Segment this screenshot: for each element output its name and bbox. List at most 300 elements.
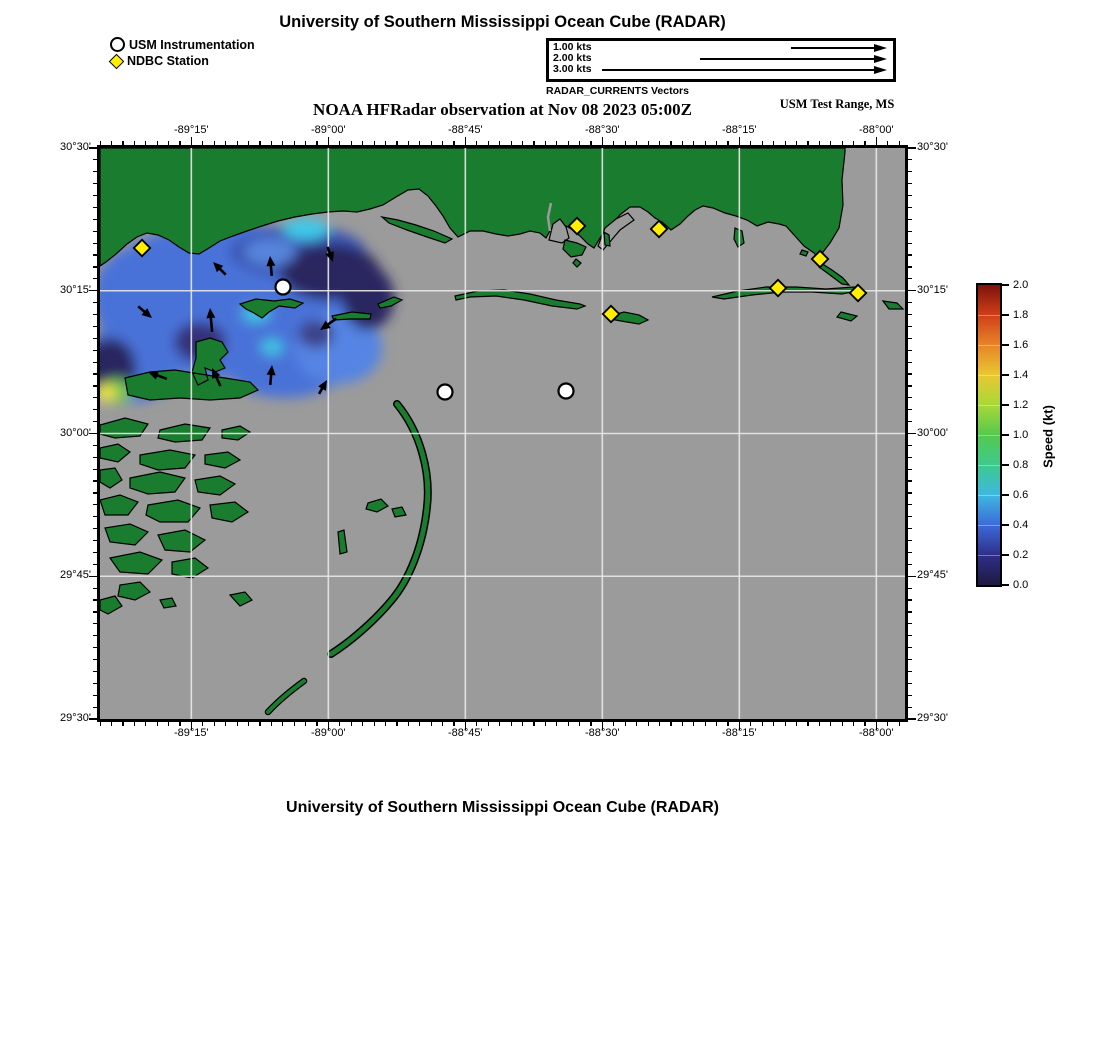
axis-tick bbox=[93, 469, 97, 470]
axis-tick bbox=[908, 159, 912, 160]
axis-tick bbox=[214, 722, 215, 726]
axis-tick bbox=[93, 159, 97, 160]
axis-tick bbox=[93, 492, 97, 493]
axis-tick bbox=[476, 722, 477, 726]
colorbar-tick bbox=[1000, 344, 1009, 346]
axis-tick bbox=[908, 504, 912, 505]
axis-tick bbox=[908, 326, 912, 327]
axis-tick bbox=[908, 266, 912, 267]
vector-scale-label: 2.00 kts bbox=[553, 52, 592, 64]
axis-label-bottom: -88°45' bbox=[448, 727, 483, 739]
vector-scale-line bbox=[791, 47, 876, 49]
vector-scale-label: 3.00 kts bbox=[553, 63, 592, 75]
axis-tick bbox=[499, 141, 500, 145]
axis-tick bbox=[762, 141, 763, 145]
axis-tick bbox=[648, 722, 649, 726]
axis-tick bbox=[522, 141, 523, 145]
colorbar-tick-label: 2.0 bbox=[1013, 278, 1029, 291]
axis-tick bbox=[271, 722, 272, 726]
axis-label-left: 30°15' bbox=[60, 283, 91, 296]
colorbar-tick-label: 1.4 bbox=[1013, 368, 1029, 381]
axis-tick bbox=[93, 326, 97, 327]
axis-tick bbox=[773, 141, 774, 145]
vector-scale-arrowhead bbox=[874, 44, 887, 52]
colorbar-tick-label: 0.8 bbox=[1013, 458, 1029, 471]
axis-tick bbox=[908, 421, 912, 422]
axis-tick bbox=[908, 611, 912, 612]
axis-tick bbox=[625, 722, 626, 726]
colorbar-tick bbox=[1000, 284, 1009, 286]
axis-label-right: 30°30' bbox=[917, 141, 948, 153]
axis-tick bbox=[93, 445, 97, 446]
axis-tick bbox=[122, 141, 123, 145]
axis-label-bottom: -88°15' bbox=[722, 727, 757, 739]
vector-scale-label: 1.00 kts bbox=[553, 41, 592, 53]
axis-tick bbox=[93, 552, 97, 553]
axis-tick bbox=[93, 243, 97, 244]
axis-tick bbox=[294, 722, 295, 726]
vector-scale-arrowhead bbox=[874, 66, 887, 74]
colorbar-separator bbox=[978, 315, 1000, 316]
axis-tick bbox=[876, 137, 877, 145]
axis-tick bbox=[351, 141, 352, 145]
axis-tick bbox=[908, 433, 916, 434]
axis-tick bbox=[396, 722, 397, 726]
axis-tick bbox=[908, 195, 912, 196]
axis-tick bbox=[908, 314, 912, 315]
axis-tick bbox=[908, 707, 912, 708]
axis-tick bbox=[93, 254, 97, 255]
axis-tick bbox=[796, 722, 797, 726]
colorbar-tick bbox=[1000, 554, 1009, 556]
colorbar-tick-label: 0.0 bbox=[1013, 578, 1029, 591]
axis-tick bbox=[556, 141, 557, 145]
axis-tick bbox=[693, 722, 694, 726]
axis-tick bbox=[785, 722, 786, 726]
axis-label-bottom: -88°30' bbox=[585, 727, 620, 739]
axis-label-top: -88°45' bbox=[448, 124, 483, 136]
axis-tick bbox=[488, 141, 489, 145]
axis-tick bbox=[168, 141, 169, 145]
colorbar-tick-label: 0.2 bbox=[1013, 548, 1029, 561]
colorbar bbox=[976, 283, 1002, 587]
axis-tick bbox=[419, 141, 420, 145]
axis-tick bbox=[807, 722, 808, 726]
axis-tick bbox=[465, 137, 466, 145]
axis-tick bbox=[716, 141, 717, 145]
axis-tick bbox=[93, 195, 97, 196]
axis-tick bbox=[908, 397, 912, 398]
axis-tick bbox=[659, 722, 660, 726]
vector-scale-arrowhead bbox=[874, 55, 887, 63]
axis-tick bbox=[93, 409, 97, 410]
axis-tick bbox=[864, 141, 865, 145]
axis-tick bbox=[237, 722, 238, 726]
range-label: USM Test Range, MS bbox=[779, 97, 895, 111]
axis-tick bbox=[100, 141, 101, 145]
colorbar-tick-label: 1.0 bbox=[1013, 428, 1029, 441]
axis-tick bbox=[93, 683, 97, 684]
axis-tick bbox=[908, 362, 912, 363]
usm-station-marker bbox=[276, 280, 291, 295]
axis-tick bbox=[305, 141, 306, 145]
axis-tick bbox=[282, 722, 283, 726]
axis-tick bbox=[705, 722, 706, 726]
axis-tick bbox=[488, 722, 489, 726]
subtitle: NOAA HFRadar observation at Nov 08 2023 05:00Z bbox=[313, 100, 692, 119]
colorbar-tick-label: 0.4 bbox=[1013, 518, 1029, 531]
axis-tick bbox=[316, 141, 317, 145]
axis-tick bbox=[419, 722, 420, 726]
axis-tick bbox=[453, 722, 454, 726]
axis-tick bbox=[590, 722, 591, 726]
axis-tick bbox=[202, 141, 203, 145]
axis-tick bbox=[374, 141, 375, 145]
axis-tick bbox=[568, 722, 569, 726]
axis-label-right: 30°15' bbox=[917, 283, 948, 296]
axis-tick bbox=[613, 141, 614, 145]
axis-tick bbox=[225, 722, 226, 726]
axis-tick bbox=[682, 141, 683, 145]
axis-label-bottom: -89°15' bbox=[174, 727, 209, 739]
axis-tick bbox=[134, 141, 135, 145]
axis-tick bbox=[93, 695, 97, 696]
map-legend bbox=[110, 37, 255, 68]
axis-tick bbox=[93, 647, 97, 648]
axis-label-top: -89°00' bbox=[311, 124, 346, 136]
axis-label-left: 30°00' bbox=[60, 426, 91, 439]
colorbar-tick bbox=[1000, 434, 1009, 436]
axis-tick bbox=[237, 141, 238, 145]
axis-tick bbox=[842, 722, 843, 726]
axis-tick bbox=[659, 141, 660, 145]
axis-tick bbox=[385, 722, 386, 726]
axis-tick bbox=[908, 623, 912, 624]
axis-tick bbox=[134, 722, 135, 726]
axis-tick bbox=[908, 671, 912, 672]
axis-tick bbox=[716, 722, 717, 726]
axis-tick bbox=[908, 219, 912, 220]
axis-tick bbox=[908, 528, 912, 529]
axis-tick bbox=[908, 409, 912, 410]
axis-tick bbox=[93, 540, 97, 541]
axis-tick bbox=[93, 183, 97, 184]
axis-tick bbox=[739, 137, 740, 145]
colorbar-tick-label: 1.6 bbox=[1013, 338, 1029, 351]
axis-tick bbox=[157, 722, 158, 726]
axis-tick bbox=[899, 722, 900, 726]
axis-tick bbox=[908, 695, 912, 696]
axis-tick bbox=[93, 599, 97, 600]
speed-field-blob bbox=[342, 266, 394, 330]
axis-tick bbox=[93, 397, 97, 398]
vector-scale-box bbox=[546, 38, 896, 82]
axis-tick bbox=[727, 141, 728, 145]
axis-tick bbox=[908, 588, 912, 589]
axis-tick bbox=[316, 722, 317, 726]
vector-scale-caption: RADAR_CURRENTS Vectors bbox=[546, 85, 689, 97]
axis-tick bbox=[328, 137, 329, 145]
colorbar-separator bbox=[978, 345, 1000, 346]
colorbar-tick bbox=[1000, 464, 1009, 466]
axis-tick bbox=[908, 445, 912, 446]
axis-tick bbox=[602, 137, 603, 145]
axis-tick bbox=[636, 722, 637, 726]
axis-tick bbox=[408, 141, 409, 145]
axis-tick bbox=[351, 722, 352, 726]
axis-tick bbox=[830, 722, 831, 726]
axis-tick bbox=[93, 219, 97, 220]
axis-tick bbox=[908, 659, 912, 660]
axis-tick bbox=[93, 231, 97, 232]
colorbar-separator bbox=[978, 435, 1000, 436]
axis-tick bbox=[145, 722, 146, 726]
axis-tick bbox=[396, 141, 397, 145]
axis-tick bbox=[248, 722, 249, 726]
axis-tick bbox=[682, 722, 683, 726]
axis-tick bbox=[908, 290, 916, 291]
axis-label-left: 29°30' bbox=[60, 712, 91, 724]
axis-tick bbox=[100, 722, 101, 726]
axis-tick bbox=[819, 722, 820, 726]
axis-tick bbox=[908, 635, 912, 636]
axis-tick bbox=[750, 722, 751, 726]
axis-tick bbox=[590, 141, 591, 145]
axis-tick bbox=[93, 278, 97, 279]
axis-tick bbox=[908, 457, 912, 458]
axis-tick bbox=[762, 722, 763, 726]
axis-tick bbox=[93, 421, 97, 422]
axis-tick bbox=[842, 141, 843, 145]
axis-tick bbox=[362, 141, 363, 145]
axis-label-bottom: -89°00' bbox=[311, 727, 346, 739]
axis-tick bbox=[853, 141, 854, 145]
axis-tick bbox=[908, 599, 912, 600]
axis-tick bbox=[271, 141, 272, 145]
axis-tick bbox=[830, 141, 831, 145]
axis-tick bbox=[93, 266, 97, 267]
axis-tick bbox=[202, 722, 203, 726]
colorbar-tick-label: 0.6 bbox=[1013, 488, 1029, 501]
bottom-title: University of Southern Mississippi Ocean Cube (RADAR) bbox=[286, 799, 719, 816]
axis-tick bbox=[773, 722, 774, 726]
axis-label-top: -88°15' bbox=[722, 124, 757, 136]
axis-tick bbox=[168, 722, 169, 726]
axis-tick bbox=[908, 492, 912, 493]
axis-tick bbox=[214, 141, 215, 145]
axis-tick bbox=[670, 722, 671, 726]
axis-tick bbox=[613, 722, 614, 726]
colorbar-tick bbox=[1000, 404, 1009, 406]
axis-tick bbox=[93, 373, 97, 374]
colorbar-separator bbox=[978, 555, 1000, 556]
axis-tick bbox=[93, 171, 97, 172]
axis-tick bbox=[282, 141, 283, 145]
axis-tick bbox=[93, 707, 97, 708]
axis-tick bbox=[442, 722, 443, 726]
axis-tick bbox=[431, 722, 432, 726]
axis-tick bbox=[636, 141, 637, 145]
axis-tick bbox=[408, 722, 409, 726]
axis-tick bbox=[93, 302, 97, 303]
axis-tick bbox=[93, 564, 97, 565]
axis-tick bbox=[807, 141, 808, 145]
axis-tick bbox=[556, 722, 557, 726]
axis-tick bbox=[93, 338, 97, 339]
speed-field-blob bbox=[283, 218, 329, 240]
axis-tick bbox=[191, 137, 192, 145]
axis-tick bbox=[908, 147, 916, 148]
colorbar-tick-label: 1.2 bbox=[1013, 398, 1029, 411]
axis-tick bbox=[908, 231, 912, 232]
axis-tick bbox=[453, 141, 454, 145]
axis-tick bbox=[305, 722, 306, 726]
axis-tick bbox=[908, 254, 912, 255]
colorbar-separator bbox=[978, 375, 1000, 376]
vector-scale-line bbox=[602, 69, 876, 71]
axis-tick bbox=[511, 722, 512, 726]
axis-tick bbox=[339, 141, 340, 145]
axis-tick bbox=[908, 564, 912, 565]
axis-tick bbox=[545, 722, 546, 726]
axis-tick bbox=[93, 385, 97, 386]
axis-tick bbox=[522, 722, 523, 726]
map-area bbox=[97, 145, 908, 722]
axis-tick bbox=[887, 141, 888, 145]
axis-tick bbox=[93, 314, 97, 315]
legend-item-ndbc bbox=[110, 54, 255, 68]
axis-tick bbox=[511, 141, 512, 145]
axis-tick bbox=[93, 659, 97, 660]
axis-tick bbox=[908, 338, 912, 339]
axis-tick bbox=[579, 141, 580, 145]
axis-tick bbox=[93, 350, 97, 351]
axis-tick bbox=[385, 141, 386, 145]
axis-tick bbox=[93, 623, 97, 624]
axis-label-left: 29°45' bbox=[60, 569, 91, 582]
axis-tick bbox=[670, 141, 671, 145]
axis-tick bbox=[157, 141, 158, 145]
colorbar-tick bbox=[1000, 374, 1009, 376]
axis-tick bbox=[908, 576, 916, 577]
axis-tick bbox=[908, 350, 912, 351]
axis-tick bbox=[908, 278, 912, 279]
axis-tick bbox=[908, 207, 912, 208]
axis-label-left: 30°30' bbox=[60, 141, 91, 153]
axis-tick bbox=[294, 141, 295, 145]
axis-tick bbox=[899, 141, 900, 145]
axis-tick bbox=[908, 302, 912, 303]
axis-tick bbox=[93, 207, 97, 208]
axis-tick bbox=[93, 588, 97, 589]
axis-tick bbox=[908, 516, 912, 517]
axis-label-top: -89°15' bbox=[174, 124, 209, 136]
map-canvas bbox=[100, 148, 905, 719]
axis-label-top: -88°30' bbox=[585, 124, 620, 136]
axis-tick bbox=[93, 528, 97, 529]
axis-tick bbox=[374, 722, 375, 726]
axis-tick bbox=[648, 141, 649, 145]
axis-tick bbox=[887, 722, 888, 726]
axis-tick bbox=[579, 722, 580, 726]
axis-label-right: 30°00' bbox=[917, 426, 948, 439]
colorbar-axis-label: Speed (kt) bbox=[1040, 405, 1056, 468]
colorbar-separator bbox=[978, 525, 1000, 526]
axis-tick bbox=[625, 141, 626, 145]
axis-tick bbox=[93, 504, 97, 505]
axis-tick bbox=[179, 141, 180, 145]
colorbar-tick bbox=[1000, 524, 1009, 526]
axis-tick bbox=[362, 722, 363, 726]
axis-tick bbox=[908, 552, 912, 553]
axis-tick bbox=[908, 171, 912, 172]
axis-label-top: -88°00' bbox=[859, 124, 894, 136]
axis-tick bbox=[819, 141, 820, 145]
axis-tick bbox=[785, 141, 786, 145]
axis-tick bbox=[431, 141, 432, 145]
axis-tick bbox=[248, 141, 249, 145]
axis-tick bbox=[908, 647, 912, 648]
axis-tick bbox=[705, 141, 706, 145]
axis-label-right: 29°45' bbox=[917, 569, 948, 582]
axis-tick bbox=[545, 141, 546, 145]
axis-tick bbox=[93, 362, 97, 363]
axis-tick bbox=[908, 718, 916, 719]
axis-tick bbox=[442, 141, 443, 145]
axis-tick bbox=[853, 722, 854, 726]
axis-tick bbox=[111, 722, 112, 726]
axis-tick bbox=[93, 516, 97, 517]
legend-item-usm bbox=[110, 37, 255, 52]
axis-tick bbox=[908, 385, 912, 386]
colorbar-separator bbox=[978, 495, 1000, 496]
axis-tick bbox=[693, 141, 694, 145]
axis-tick bbox=[796, 141, 797, 145]
ndbc-diamond-icon bbox=[109, 53, 125, 69]
axis-tick bbox=[111, 141, 112, 145]
axis-tick bbox=[499, 722, 500, 726]
speed-field-blob bbox=[261, 339, 283, 355]
axis-tick bbox=[259, 722, 260, 726]
axis-tick bbox=[908, 683, 912, 684]
axis-tick bbox=[727, 722, 728, 726]
colorbar-separator bbox=[978, 405, 1000, 406]
axis-tick bbox=[908, 480, 912, 481]
axis-tick bbox=[908, 469, 912, 470]
axis-tick bbox=[179, 722, 180, 726]
axis-tick bbox=[908, 373, 912, 374]
colorbar-separator bbox=[978, 465, 1000, 466]
colorbar-tick bbox=[1000, 494, 1009, 496]
usm-station-marker bbox=[438, 385, 453, 400]
axis-tick bbox=[533, 722, 534, 726]
axis-tick bbox=[533, 141, 534, 145]
axis-tick bbox=[476, 141, 477, 145]
legend-label-ndbc: NDBC Station bbox=[127, 54, 209, 68]
usm-circle-icon bbox=[110, 37, 125, 52]
colorbar-tick-label: 1.8 bbox=[1013, 308, 1029, 321]
axis-tick bbox=[259, 141, 260, 145]
axis-tick bbox=[908, 243, 912, 244]
axis-tick bbox=[93, 480, 97, 481]
axis-tick bbox=[93, 671, 97, 672]
axis-tick bbox=[568, 141, 569, 145]
axis-tick bbox=[864, 722, 865, 726]
usm-station-marker bbox=[559, 384, 574, 399]
colorbar-tick bbox=[1000, 314, 1009, 316]
colorbar-tick bbox=[1000, 584, 1009, 586]
axis-tick bbox=[908, 183, 912, 184]
